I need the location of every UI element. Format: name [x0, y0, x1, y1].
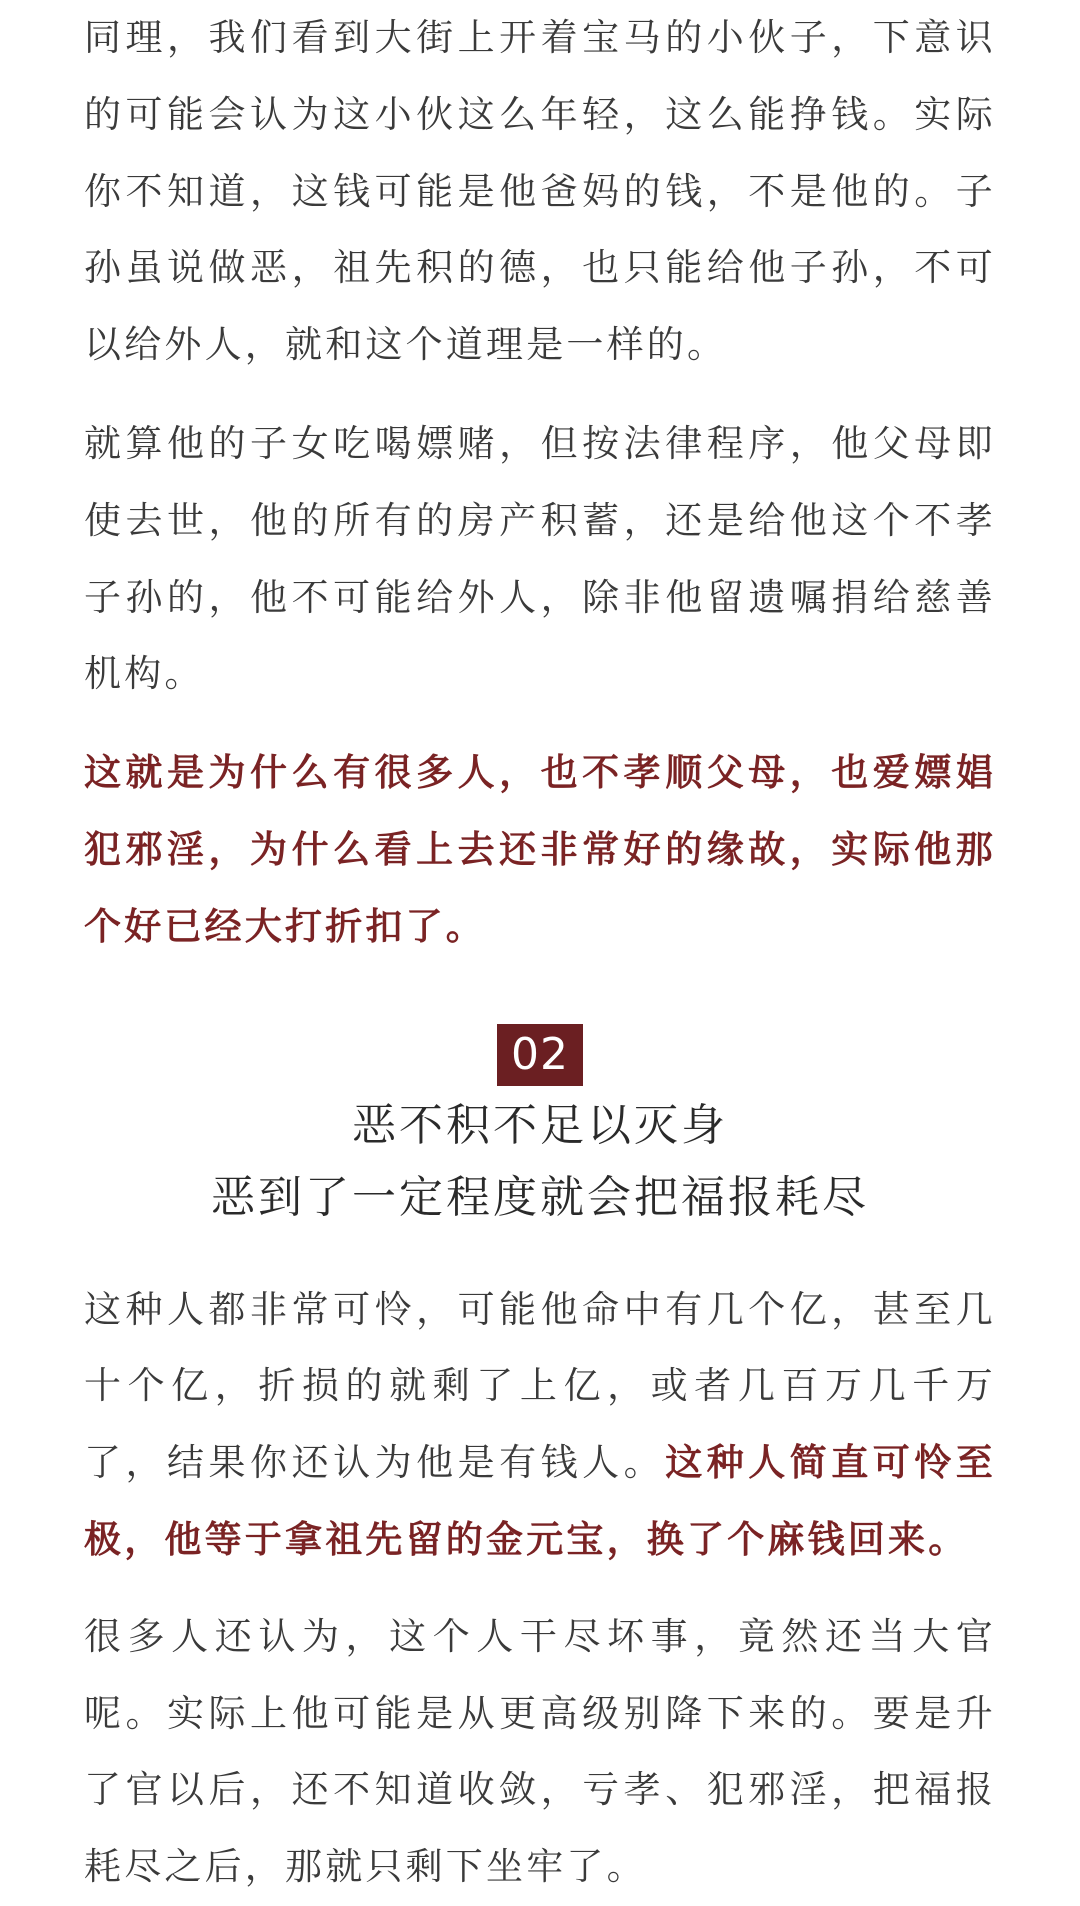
- section-number-badge: 02: [497, 1024, 583, 1086]
- paragraph-spacer: [84, 1579, 996, 1599]
- paragraph-3-highlight: 这就是为什么有很多人，也不孝顺父母，也爱嫖娼犯邪淫，为什么看上去还非常好的缘故，实际他那个好已经大打折扣了。: [84, 751, 996, 948]
- section-title-line-1: 恶不积不足以灭身: [352, 1099, 728, 1151]
- section-heading: [84, 1024, 996, 1234]
- paragraph-spacer: [84, 1234, 996, 1272]
- paragraph-4: [84, 1272, 996, 1579]
- paragraph-spacer: [84, 384, 996, 406]
- paragraph-5: 很多人还认为，这个人干尽坏事，竟然还当大官呢。实际上他可能是从更高级别降下来的。要是升了官以后，还不知道收敛，亏孝、犯邪淫，把福报耗尽之后，那就只剩下坐牢了。: [84, 1614, 996, 1889]
- paragraph-spacer: [84, 713, 996, 735]
- paragraph-2: 就算他的子女吃喝嫖赌，但按法律程序，他父母即使去世，他的所有的房产积蓄，还是给他这个不孝子孙的，他不可能给外人，除非他留遗嘱捐给慈善机构。: [84, 421, 996, 696]
- paragraph-4-highlight: 这种人简直可怜至极，他等于拿祖先留的金元宝，换了个麻钱回来。: [84, 1441, 996, 1561]
- paragraph-1: 同理，我们看到大街上开着宝马的小伙子，下意识的可能会认为这小伙这么年轻，这么能挣钱。实际你不知道，这钱可能是他爸妈的钱，不是他的。子孙虽说做恶，祖先积的德，也只能给他子孙，不可以给外人，就和这个道理是一样的。: [84, 16, 996, 367]
- paragraph-4-plain: 这种人都非常可怜，可能他命中有几个亿，甚至几十个亿，折损的就剩了上亿，或者几百万几千万了，结果你还认为他是有钱人。: [84, 1287, 996, 1485]
- section-title-line-2: 恶到了一定程度就会把福报耗尽: [211, 1171, 869, 1223]
